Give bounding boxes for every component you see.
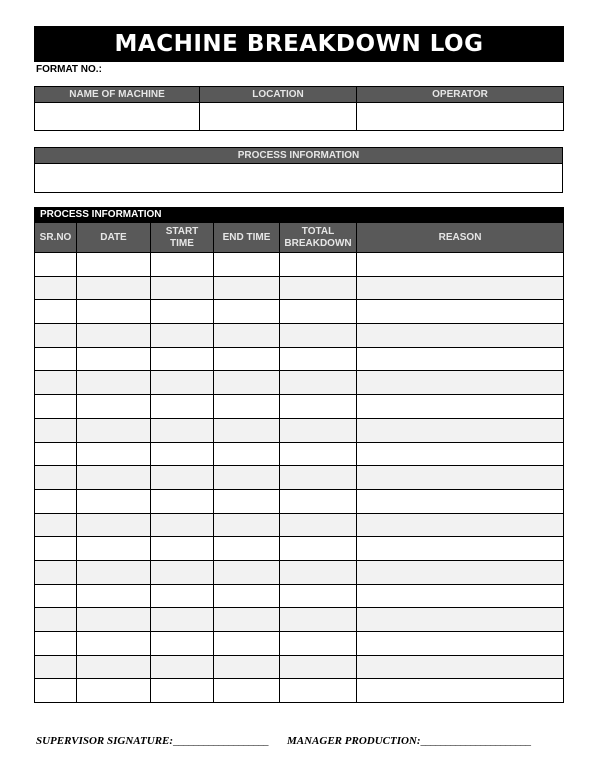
log-cell[interactable] — [77, 324, 151, 348]
format-number-label: FORMAT NO.: — [36, 64, 102, 75]
log-cell[interactable] — [280, 418, 357, 442]
log-cell[interactable] — [77, 442, 151, 466]
supervisor-signature-line[interactable]: ___________________ — [173, 735, 269, 747]
log-cell[interactable] — [35, 466, 77, 490]
log-cell[interactable] — [151, 276, 214, 300]
table-row — [35, 442, 564, 466]
log-cell[interactable] — [77, 395, 151, 419]
log-cell[interactable] — [214, 679, 280, 703]
log-cell[interactable] — [280, 489, 357, 513]
table-row — [35, 300, 564, 324]
table-row — [35, 276, 564, 300]
log-cell[interactable] — [280, 608, 357, 632]
table-row — [35, 584, 564, 608]
table-row — [35, 395, 564, 419]
log-cell[interactable] — [214, 560, 280, 584]
machine-info-table — [34, 86, 564, 131]
log-cell[interactable] — [357, 537, 564, 561]
location-header: LOCATION — [200, 87, 357, 103]
log-cell[interactable] — [151, 418, 214, 442]
log-cell[interactable] — [357, 466, 564, 490]
log-cell[interactable] — [357, 489, 564, 513]
log-cell[interactable] — [280, 395, 357, 419]
log-cell[interactable] — [77, 537, 151, 561]
process-information-header: PROCESS INFORMATION — [35, 148, 563, 164]
log-cell[interactable] — [280, 655, 357, 679]
log-cell[interactable] — [280, 537, 357, 561]
log-cell[interactable] — [151, 584, 214, 608]
log-cell[interactable] — [77, 347, 151, 371]
operator-cell[interactable] — [357, 103, 564, 131]
reason-header: REASON — [357, 223, 564, 253]
log-cell[interactable] — [280, 632, 357, 656]
table-row — [35, 513, 564, 537]
log-cell[interactable] — [151, 300, 214, 324]
log-cell[interactable] — [357, 395, 564, 419]
log-cell[interactable] — [280, 560, 357, 584]
log-cell[interactable] — [35, 324, 77, 348]
supervisor-signature-label: SUPERVISOR SIGNATURE: — [36, 735, 174, 747]
log-cell[interactable] — [35, 608, 77, 632]
log-cell[interactable] — [35, 418, 77, 442]
log-cell[interactable] — [35, 276, 77, 300]
log-cell[interactable] — [35, 513, 77, 537]
name-of-machine-cell[interactable] — [35, 103, 200, 131]
log-cell[interactable] — [35, 679, 77, 703]
table-row — [35, 371, 564, 395]
table-row — [35, 418, 564, 442]
log-cell[interactable] — [35, 584, 77, 608]
log-cell[interactable] — [357, 276, 564, 300]
log-cell[interactable] — [214, 395, 280, 419]
log-cell[interactable] — [357, 584, 564, 608]
table-row — [35, 632, 564, 656]
log-cell[interactable] — [151, 347, 214, 371]
log-cell[interactable] — [357, 371, 564, 395]
log-cell[interactable] — [357, 418, 564, 442]
log-cell[interactable] — [77, 655, 151, 679]
log-cell[interactable] — [151, 371, 214, 395]
end-time-header: END TIME — [214, 223, 280, 253]
log-cell[interactable] — [214, 371, 280, 395]
log-cell[interactable] — [280, 300, 357, 324]
log-cell[interactable] — [77, 466, 151, 490]
table-row — [35, 347, 564, 371]
log-cell[interactable] — [357, 655, 564, 679]
table-row — [35, 466, 564, 490]
log-cell[interactable] — [35, 442, 77, 466]
log-cell[interactable] — [77, 679, 151, 703]
log-cell[interactable] — [280, 466, 357, 490]
log-cell[interactable] — [77, 513, 151, 537]
log-cell[interactable] — [151, 608, 214, 632]
log-cell[interactable] — [35, 560, 77, 584]
table-row — [35, 655, 564, 679]
log-cell[interactable] — [214, 324, 280, 348]
log-cell[interactable] — [214, 513, 280, 537]
log-cell[interactable] — [77, 489, 151, 513]
log-cell[interactable] — [280, 442, 357, 466]
log-cell[interactable] — [151, 537, 214, 561]
log-cell[interactable] — [77, 560, 151, 584]
log-cell[interactable] — [77, 253, 151, 277]
table-row — [35, 537, 564, 561]
manager-production-label: MANAGER PRODUCTION: — [287, 735, 421, 747]
table-row — [35, 324, 564, 348]
log-cell[interactable] — [151, 395, 214, 419]
log-cell[interactable] — [357, 324, 564, 348]
start-time-header: START TIME — [151, 223, 214, 253]
log-cell[interactable] — [77, 418, 151, 442]
operator-header: OPERATOR — [357, 87, 564, 103]
log-cell[interactable] — [35, 395, 77, 419]
log-cell[interactable] — [357, 513, 564, 537]
log-cell[interactable] — [214, 537, 280, 561]
log-cell[interactable] — [280, 371, 357, 395]
log-cell[interactable] — [151, 679, 214, 703]
log-cell[interactable] — [357, 253, 564, 277]
log-cell[interactable] — [357, 347, 564, 371]
log-cell[interactable] — [357, 679, 564, 703]
log-cell[interactable] — [35, 371, 77, 395]
log-cell[interactable] — [151, 253, 214, 277]
table-row — [35, 608, 564, 632]
log-cell[interactable] — [280, 584, 357, 608]
date-header: DATE — [77, 223, 151, 253]
log-cell[interactable] — [357, 560, 564, 584]
log-cell[interactable] — [357, 608, 564, 632]
total-breakdown-header: TOTAL BREAKDOWN — [280, 223, 357, 253]
log-cell[interactable] — [280, 324, 357, 348]
log-cell[interactable] — [214, 655, 280, 679]
manager-production-field — [287, 735, 531, 747]
log-cell[interactable] — [214, 347, 280, 371]
process-information-box — [34, 147, 563, 193]
log-cell[interactable] — [280, 276, 357, 300]
log-cell[interactable] — [214, 418, 280, 442]
log-cell[interactable] — [214, 442, 280, 466]
log-cell[interactable] — [214, 632, 280, 656]
log-cell[interactable] — [35, 489, 77, 513]
location-cell[interactable] — [200, 103, 357, 131]
log-cell[interactable] — [77, 608, 151, 632]
log-cell[interactable] — [151, 466, 214, 490]
table-row — [35, 489, 564, 513]
table-row — [35, 253, 564, 277]
log-cell[interactable] — [35, 632, 77, 656]
log-cell[interactable] — [214, 608, 280, 632]
log-cell[interactable] — [214, 300, 280, 324]
process-information-cell[interactable] — [35, 164, 563, 193]
name-of-machine-header: NAME OF MACHINE — [35, 87, 200, 103]
log-cell[interactable] — [357, 632, 564, 656]
log-cell[interactable] — [280, 253, 357, 277]
log-cell[interactable] — [35, 300, 77, 324]
log-cell[interactable] — [77, 632, 151, 656]
log-cell[interactable] — [214, 276, 280, 300]
log-cell[interactable] — [35, 655, 77, 679]
log-cell[interactable] — [280, 513, 357, 537]
log-cell[interactable] — [151, 655, 214, 679]
log-cell[interactable] — [77, 584, 151, 608]
log-cell[interactable] — [77, 300, 151, 324]
log-cell[interactable] — [151, 632, 214, 656]
form-title: MACHINE BREAKDOWN LOG — [34, 26, 564, 62]
sr-no-header: SR.NO — [35, 223, 77, 253]
log-cell[interactable] — [151, 513, 214, 537]
format-number-field — [36, 64, 165, 75]
log-cell[interactable] — [35, 537, 77, 561]
log-cell[interactable] — [280, 679, 357, 703]
log-cell[interactable] — [151, 489, 214, 513]
log-cell[interactable] — [214, 253, 280, 277]
table-row — [35, 679, 564, 703]
manager-production-line[interactable]: ______________________ — [420, 735, 531, 747]
log-cell[interactable] — [280, 347, 357, 371]
supervisor-signature-field — [36, 735, 268, 747]
log-cell[interactable] — [214, 466, 280, 490]
log-cell[interactable] — [357, 300, 564, 324]
log-table-caption: PROCESS INFORMATION — [35, 208, 564, 223]
log-cell[interactable] — [35, 253, 77, 277]
log-cell[interactable] — [214, 489, 280, 513]
log-cell[interactable] — [357, 442, 564, 466]
log-cell[interactable] — [151, 560, 214, 584]
log-cell[interactable] — [35, 347, 77, 371]
table-row — [35, 560, 564, 584]
log-cell[interactable] — [214, 584, 280, 608]
log-cell[interactable] — [77, 276, 151, 300]
log-cell[interactable] — [77, 371, 151, 395]
log-cell[interactable] — [151, 324, 214, 348]
log-cell[interactable] — [151, 442, 214, 466]
breakdown-log-table — [34, 207, 564, 703]
